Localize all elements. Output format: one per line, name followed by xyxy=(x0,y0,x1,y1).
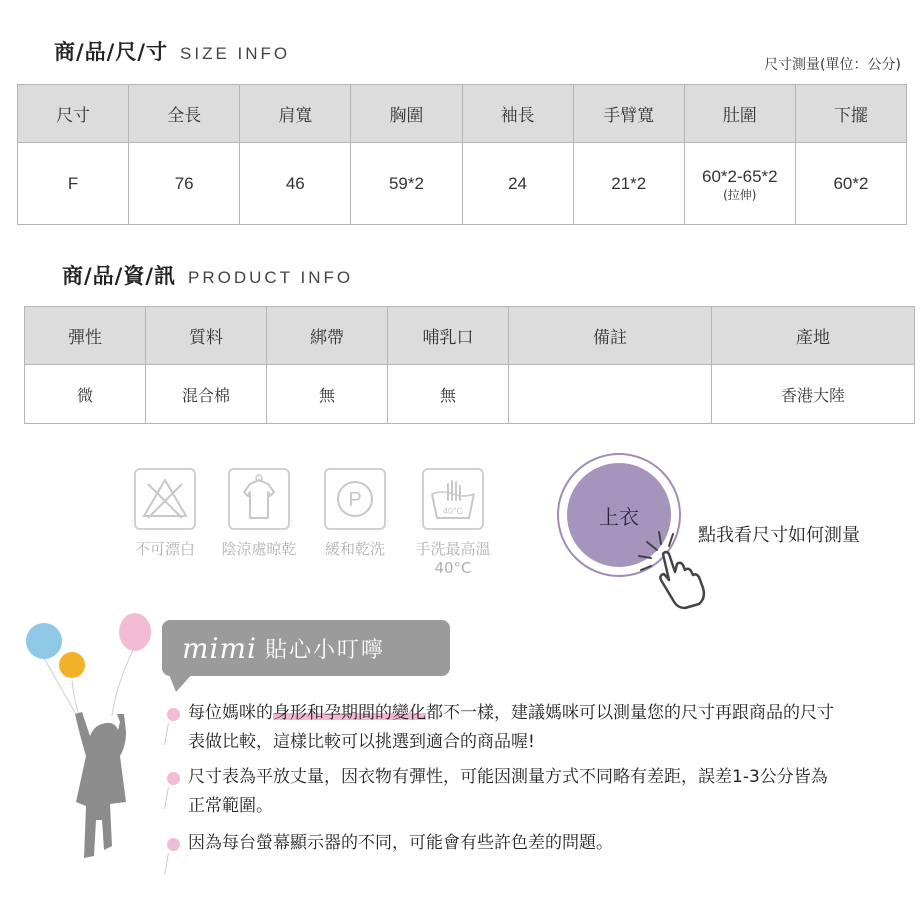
size-header-chest: 胸圍 xyxy=(351,85,462,143)
tip-bullet-stem xyxy=(164,723,169,745)
tip-item xyxy=(164,829,613,858)
care-gentle-dry-clean xyxy=(315,468,395,559)
tip-text-line2: 表做比較，這樣比較可以挑選到適合的商品喔! xyxy=(188,732,535,752)
size-cell-shoulder: 46 xyxy=(240,143,351,225)
tip-text: 尺寸表為平放丈量，因衣物有彈性，可能因測量方式不同略有差距，誤差1-3公分皆為 xyxy=(188,767,828,787)
size-cell-hem: 60*2 xyxy=(795,143,906,225)
child-with-balloons-illustration xyxy=(20,606,170,882)
child-silhouette xyxy=(75,712,126,858)
tip-item xyxy=(164,763,828,821)
tip-bullet-stem xyxy=(164,787,169,809)
mimi-tips-banner xyxy=(162,620,450,676)
size-cell-arm-width: 21*2 xyxy=(573,143,684,225)
size-cell-belly xyxy=(684,143,795,225)
tip-text xyxy=(188,699,834,728)
shade-dry-icon xyxy=(228,468,290,530)
tip-item xyxy=(164,699,834,757)
gentle-dry-clean-icon xyxy=(324,468,386,530)
product-header-material: 質料 xyxy=(146,307,267,365)
size-info-title xyxy=(54,36,290,66)
no-bleach-icon xyxy=(134,468,196,530)
size-cell-size: F xyxy=(18,143,129,225)
blue-balloon xyxy=(26,623,62,659)
mimi-brand: mimi xyxy=(182,631,258,665)
tip-text-part: 每位媽咪的 xyxy=(188,703,273,723)
pink-balloon xyxy=(119,613,151,651)
tip-highlight: 身形和孕期間的變化 xyxy=(273,703,426,723)
product-header-nursing-opening: 哺乳口 xyxy=(388,307,509,365)
size-cell-sleeve: 24 xyxy=(462,143,573,225)
measure-guide-link[interactable]: 點我看尺寸如何測量 xyxy=(698,525,860,546)
hand-wash-icon xyxy=(422,468,484,530)
product-cell-remarks xyxy=(509,365,712,424)
product-header-elasticity: 彈性 xyxy=(25,307,146,365)
care-hand-wash xyxy=(413,468,493,577)
size-cell-chest: 59*2 xyxy=(351,143,462,225)
care-shade-dry-label: 陰涼處晾乾 xyxy=(221,540,297,558)
measure-unit-note: 尺寸測量(單位：公分) xyxy=(764,57,901,73)
care-gentle-dry-clean-label: 緩和乾洗 xyxy=(324,540,385,558)
tip-text-line2: 正常範圍。 xyxy=(188,796,273,816)
svg-text:P: P xyxy=(348,489,362,511)
product-info-title xyxy=(62,260,353,290)
mimi-tips-title: 貼心小叮嚀 xyxy=(265,637,386,663)
product-table xyxy=(24,306,915,424)
product-cell-origin: 香港大陸 xyxy=(712,365,915,424)
size-header-size: 尺寸 xyxy=(18,85,129,143)
size-cell-belly-value: 60*2-65*2 xyxy=(702,166,778,186)
measure-guide-circle-label: 上衣 xyxy=(599,504,639,529)
product-info-title-en: PRODUCT INFO xyxy=(188,268,354,287)
size-info-title-en: SIZE INFO xyxy=(180,44,291,63)
product-header-remarks: 備註 xyxy=(509,307,712,365)
product-cell-material: 混合棉 xyxy=(146,365,267,424)
care-no-bleach-label: 不可漂白 xyxy=(134,540,195,558)
tip-text-part: 都不一樣，建議媽咪可以測量您的尺寸再跟商品的尺寸 xyxy=(426,703,834,723)
product-table-header-row xyxy=(25,307,915,365)
size-header-arm-width: 手臂寬 xyxy=(573,85,684,143)
product-info-title-zh: 商/品/資/訊 xyxy=(62,264,177,288)
size-cell-belly-note: (拉伸) xyxy=(723,187,757,202)
tip-bullet xyxy=(167,838,180,851)
hand-wash-temp-text: 40°C xyxy=(442,506,464,516)
orange-balloon xyxy=(59,652,85,678)
mimi-bubble-tail xyxy=(168,672,194,692)
product-table-row xyxy=(25,365,915,424)
product-cell-strap: 無 xyxy=(267,365,388,424)
tip-text: 因為每台螢幕顯示器的不同，可能會有些許色差的問題。 xyxy=(188,833,613,853)
size-info-title-zh: 商/品/尺/寸 xyxy=(54,40,169,64)
tip-bullet xyxy=(167,708,180,721)
size-header-hem: 下擺 xyxy=(795,85,906,143)
care-shade-dry xyxy=(219,468,299,559)
size-header-belly: 肚圍 xyxy=(684,85,795,143)
care-hand-wash-label: 手洗最高溫 xyxy=(415,540,491,558)
product-header-strap: 綁帶 xyxy=(267,307,388,365)
size-table-header-row xyxy=(18,85,907,143)
size-table xyxy=(17,84,907,225)
tip-bullet xyxy=(167,772,180,785)
care-no-bleach xyxy=(125,468,205,559)
product-cell-elasticity: 微 xyxy=(25,365,146,424)
size-cell-length: 76 xyxy=(129,143,240,225)
size-header-shoulder: 肩寬 xyxy=(240,85,351,143)
product-header-origin: 產地 xyxy=(712,307,915,365)
size-header-sleeve: 袖長 xyxy=(462,85,573,143)
care-hand-wash-temp: 40°C xyxy=(434,559,472,577)
size-table-row xyxy=(18,143,907,225)
size-header-length: 全長 xyxy=(129,85,240,143)
product-cell-nursing-opening: 無 xyxy=(388,365,509,424)
